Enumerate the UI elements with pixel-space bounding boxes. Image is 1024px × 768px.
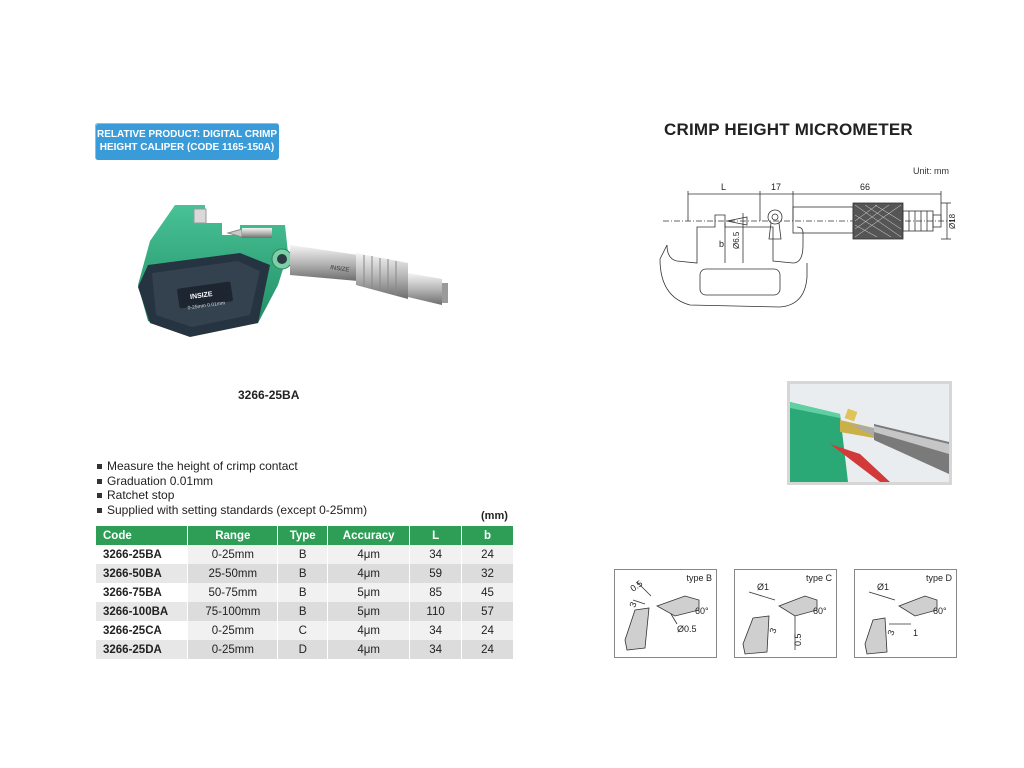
type-c-dim: 3 [767,626,779,635]
column-header: Code [96,526,188,545]
type-d-sketch [855,570,958,659]
table-row [96,564,514,583]
unit-label: Unit: mm [913,166,949,176]
table-cell: 3266-25DA [96,640,188,659]
table-row [96,602,514,621]
type-c-diagram [734,569,837,658]
related-product-badge [95,123,279,160]
type-d-dim: 60° [933,606,947,616]
table-cell: 4μm [328,545,410,564]
table-header-row [96,526,514,545]
table-cell: 4μm [328,640,410,659]
column-header: Range [188,526,278,545]
dim-L: L [721,182,727,192]
table-row [96,621,514,640]
feature-item: Ratchet stop [96,488,367,503]
feature-list [96,459,367,517]
table-cell: B [278,583,328,602]
column-header: L [410,526,462,545]
table-cell: 24 [462,640,514,659]
type-c-sketch [735,570,838,659]
dim-b: b [719,239,725,249]
table-cell: 34 [410,621,462,640]
feature-item: Measure the height of crimp contact [96,459,367,474]
table-cell: 24 [462,545,514,564]
type-d-label: type D [925,573,952,583]
type-c-dim: 0.5 [793,633,803,646]
table-cell: B [278,602,328,621]
micrometer-photo [130,195,450,345]
type-c-dim: 60° [813,606,827,616]
type-d-dim: 3 [885,628,897,637]
table-cell: 57 [462,602,514,621]
table-cell: D [278,640,328,659]
table-cell: 4μm [328,621,410,640]
type-b-dim: 3 [627,600,639,609]
dim-66: 66 [860,182,871,192]
table-cell: 25-50mm [188,564,278,583]
table-cell: 85 [410,583,462,602]
crimp-application-photo [787,381,952,485]
table-cell: 34 [410,640,462,659]
table-cell: B [278,564,328,583]
table-cell: 45 [462,583,514,602]
type-b-diagram [614,569,717,658]
type-d-diagram [854,569,957,658]
table-cell: 0-25mm [188,621,278,640]
table-cell: 4μm [328,564,410,583]
type-c-label: type C [805,573,832,583]
type-b-dim: 0.5 [628,578,645,594]
table-cell: 0-25mm [188,640,278,659]
column-header: Accuracy [328,526,410,545]
table-cell: 59 [410,564,462,583]
table-row [96,545,514,564]
type-b-label: type B [686,573,712,583]
technical-drawing [655,177,960,327]
table-unit: (mm) [481,510,508,522]
type-b-dim: 60° [695,606,709,616]
table-cell: 5μm [328,583,410,602]
dim-d18: Ø18 [948,213,957,229]
table-cell: 3266-75BA [96,583,188,602]
type-d-dim: Ø1 [877,582,890,592]
type-d-dim: 1 [913,628,919,638]
brand-mark: INSIZE [189,290,214,302]
range-print: 0-25mm 0.01mm [187,300,226,312]
product-code: 3266-25BA [238,388,300,402]
feature-item: Supplied with setting standards (except 0-25mm) [96,503,367,518]
sleeve-brand: INSIZE [329,265,350,274]
table-cell: 5μm [328,602,410,621]
column-header: b [462,526,514,545]
table-cell: 50-75mm [188,583,278,602]
table-row [96,640,514,659]
table-cell: 110 [410,602,462,621]
table-cell: 0-25mm [188,545,278,564]
table-cell: 3266-100BA [96,602,188,621]
type-b-sketch [615,570,718,659]
dim-17: 17 [771,182,782,192]
table-cell: 32 [462,564,514,583]
feature-item: Graduation 0.01mm [96,474,367,489]
type-c-dim: Ø1 [757,582,770,592]
table-cell: 3266-50BA [96,564,188,583]
table-cell: B [278,545,328,564]
column-header: Type [278,526,328,545]
table-cell: 3266-25BA [96,545,188,564]
table-row [96,583,514,602]
related-product-line-1: RELATIVE PRODUCT: DIGITAL CRIMP [97,129,277,140]
spec-table [96,526,514,659]
table-cell: 24 [462,621,514,640]
dim-d65: Ø6.5 [732,231,741,249]
type-b-dim: Ø0.5 [677,624,697,634]
table-cell: 75-100mm [188,602,278,621]
related-product-line-2: HEIGHT CALIPER (CODE 1165-150A) [99,142,275,153]
table-cell: C [278,621,328,640]
table-cell: 3266-25CA [96,621,188,640]
table-cell: 34 [410,545,462,564]
page-title: CRIMP HEIGHT MICROMETER [664,120,913,139]
